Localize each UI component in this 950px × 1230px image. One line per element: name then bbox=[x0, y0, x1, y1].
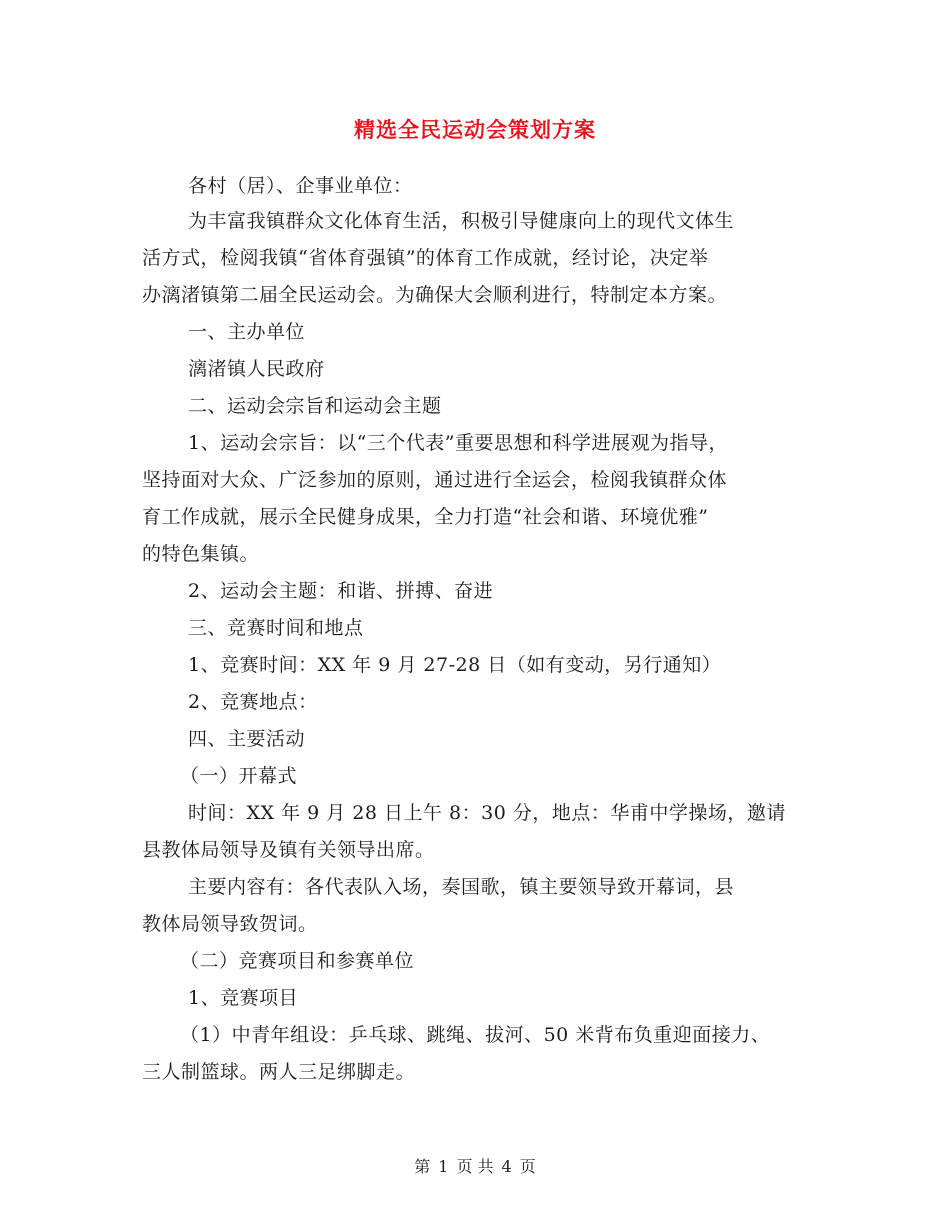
text-line: 坚持面对大众、广泛参加的原则，通过进行全运会，检阅我镇群众体 bbox=[142, 469, 728, 491]
text-line: 漓渚镇人民政府 bbox=[188, 358, 325, 380]
text-line: 2、运动会主题：和谐、拼搏、奋进 bbox=[188, 580, 494, 602]
text-line: 的特色集镇。 bbox=[142, 543, 260, 565]
text-line: 活方式，检阅我镇“省体育强镇”的体育工作成就，经讨论，决定举 bbox=[142, 247, 709, 269]
page-footer bbox=[0, 1154, 950, 1177]
text-line: （一）开幕式 bbox=[180, 765, 298, 787]
text-line: 三、竞赛时间和地点 bbox=[188, 617, 364, 639]
text-line: 主要内容有：各代表队入场，奏国歌，镇主要领导致开幕词，县 bbox=[188, 876, 735, 898]
text-line: 各村（居）、企事业单位： bbox=[188, 175, 413, 197]
text-line: 时间：XX 年 9 月 28 日上午 8：30 分，地点：华甫中学操场，邀请 bbox=[188, 802, 786, 824]
footer-middle: 页 共 bbox=[456, 1157, 494, 1176]
footer-page-number: 1 bbox=[438, 1157, 449, 1176]
text-line: 教体局领导致贺词。 bbox=[142, 913, 318, 935]
text-line: （1）中青年组设：乒乓球、跳绳、拔河、50 米背布负重迎面接力、 bbox=[180, 1024, 771, 1046]
text-line: 一、主办单位 bbox=[188, 321, 306, 343]
text-line: 1、运动会宗旨：以“三个代表”重要思想和科学进展观为指导， bbox=[188, 432, 729, 454]
text-line: 为丰富我镇群众文化体育生活，积极引导健康向上的现代文体生 bbox=[188, 210, 735, 232]
text-line: 1、竞赛项目 bbox=[188, 987, 299, 1009]
text-line: 四、主要活动 bbox=[188, 728, 306, 750]
footer-total-pages: 4 bbox=[501, 1157, 512, 1176]
text-line: 三人制篮球。两人三足绑脚走。 bbox=[142, 1061, 416, 1083]
text-line: 2、竞赛地点： bbox=[188, 691, 318, 713]
text-line: 育工作成就，展示全民健身成果，全力打造“社会和谐、环境优雅” bbox=[142, 506, 709, 528]
text-line: （二）竞赛项目和参赛单位 bbox=[180, 950, 415, 972]
text-line: 县教体局领导及镇有关领导出席。 bbox=[142, 839, 435, 861]
document-title: 精选全民运动会策划方案 bbox=[354, 117, 596, 142]
text-line: 办漓渚镇第二届全民运动会。为确保大会顺利进行，特制定本方案。 bbox=[142, 284, 728, 306]
footer-prefix: 第 bbox=[414, 1157, 431, 1176]
text-line: 二、运动会宗旨和运动会主题 bbox=[188, 395, 442, 417]
footer-suffix: 页 bbox=[519, 1157, 536, 1176]
text-line: 1、竞赛时间：XX 年 9 月 27-28 日（如有变动，另行通知） bbox=[188, 654, 722, 676]
